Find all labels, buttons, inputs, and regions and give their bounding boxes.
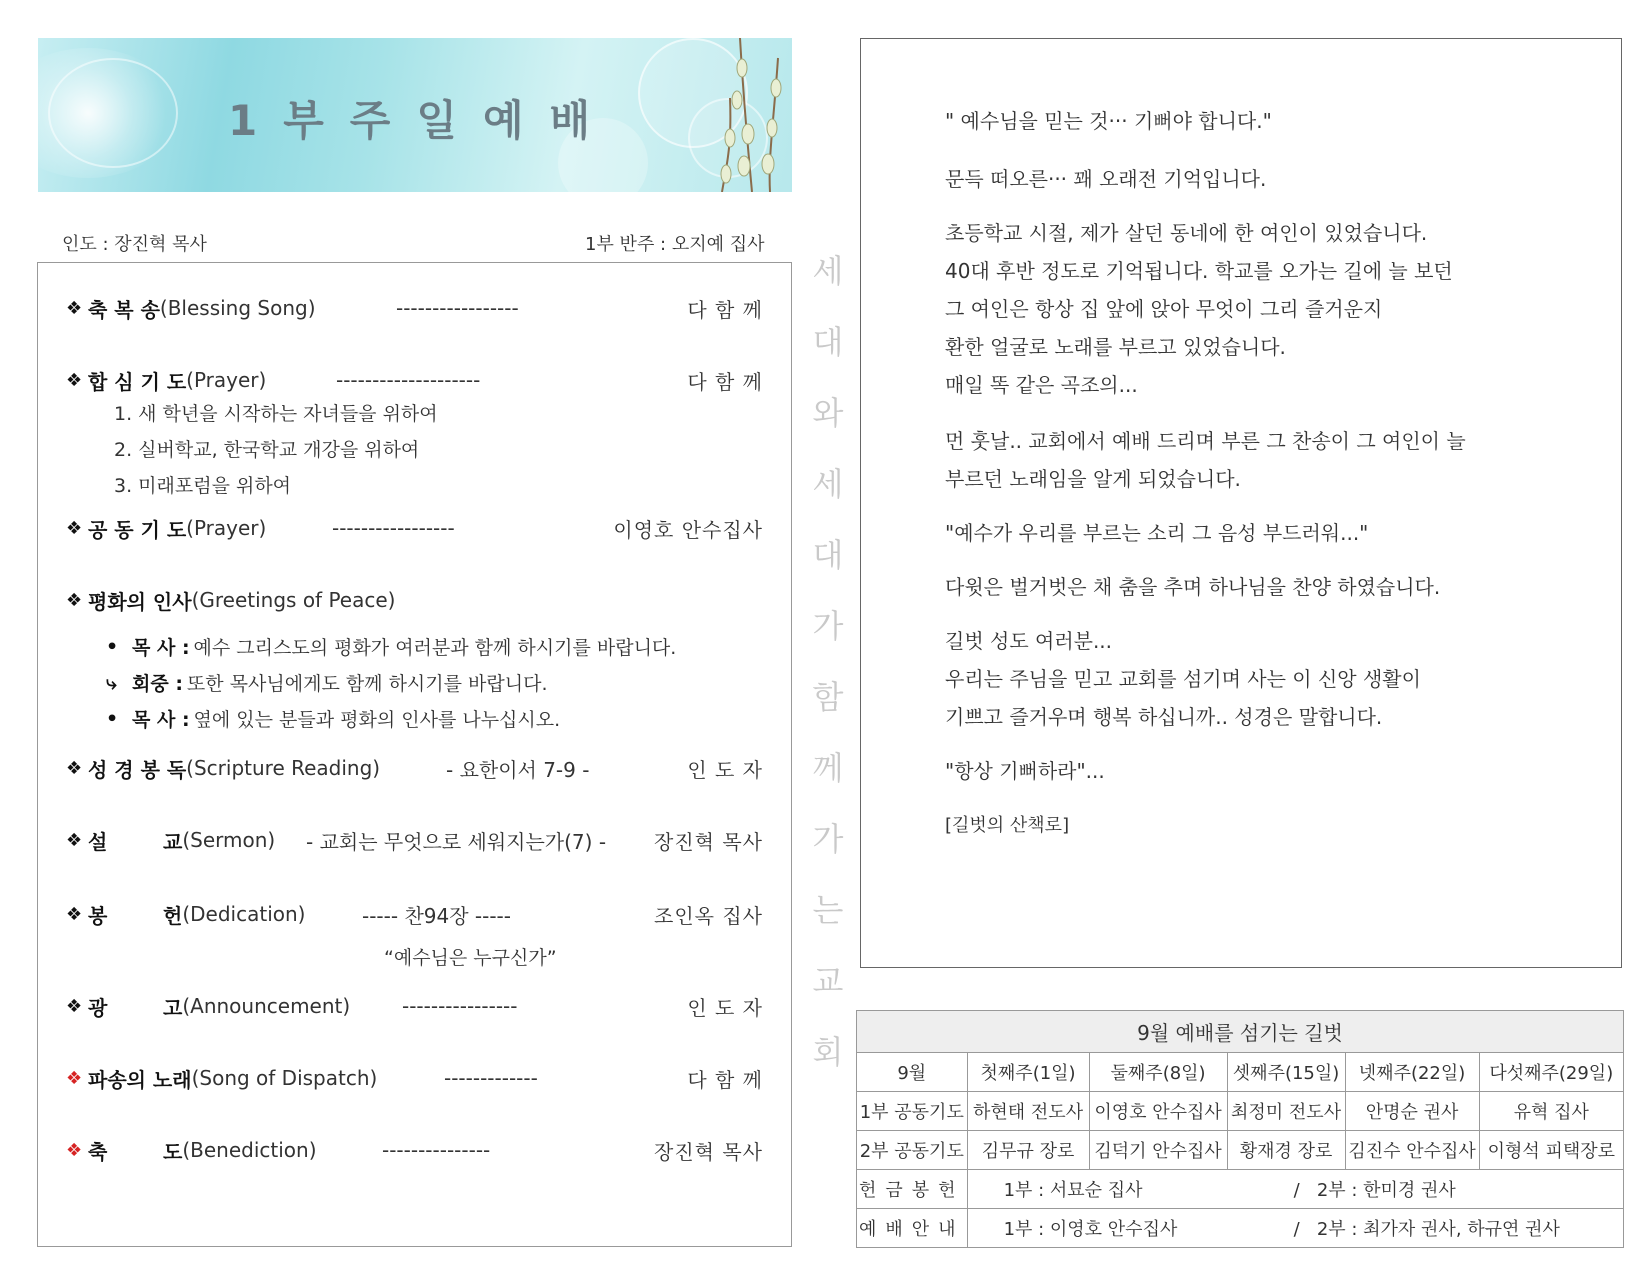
item-benediction: ❖ 축 도 (Benediction) --------------- 장진혁 목사 (66, 1138, 763, 1164)
diamond-bullet-icon: ❖ (66, 589, 83, 611)
prayer-item: 2. 실버학교, 한국학교 개강을 위하여 (114, 439, 420, 461)
column-header: 9월 (857, 1053, 968, 1092)
september-schedule-table (856, 1010, 1624, 1248)
prayer-item: 1. 새 학년을 시작하는 자녀들을 위하여 (114, 403, 438, 425)
table-row (857, 1170, 1624, 1209)
slogan-char: 는 (812, 891, 844, 929)
slogan-char: 함 (812, 678, 844, 716)
diamond-bullet-icon: ❖ (66, 757, 83, 779)
essay-line: "예수가 우리를 부르는 소리 그 음성 부드러워..." (945, 521, 1369, 545)
item-peace-greeting: ❖ 평화의 인사 (Greetings of Peace) (66, 588, 396, 614)
table-cell: 이영호 안수집사 (1089, 1092, 1227, 1131)
usher-cell: 1부 : 이영호 안수집사 / 2부 : 최가자 권사, 하규연 권사 (967, 1209, 1623, 1248)
table-row (857, 1053, 1624, 1092)
diamond-bullet-icon: ❖ (66, 1139, 83, 1161)
essay-line: 매일 똑 같은 곡조의... (945, 373, 1138, 397)
peace-line: • 목 사 : 옆에 있는 분들과 평화의 인사를 나누십시오. (106, 707, 561, 731)
table-row (857, 1209, 1624, 1248)
schedule-title: 9월 예배를 섬기는 길벗 (857, 1011, 1624, 1053)
row-label: 헌금봉헌 (857, 1170, 968, 1209)
column-header: 둘째주(8일) (1089, 1053, 1227, 1092)
vertical-slogan (808, 246, 848, 1098)
table-row (857, 1092, 1624, 1131)
bullet-icon: • (106, 635, 119, 658)
arrow-return-icon: ⤷ (106, 671, 117, 694)
item-announcement: ❖ 광 고 (Announcement) ---------------- 인 도 자 (66, 994, 763, 1020)
slogan-char: 가 (812, 607, 844, 645)
diamond-bullet-icon: ❖ (66, 829, 83, 851)
diamond-bullet-icon: ❖ (66, 995, 83, 1017)
diamond-bullet-icon: ❖ (66, 297, 83, 319)
item-song-of-dispatch: ❖ 파송의 노래 (Song of Dispatch) ------------- 다 함 께 (66, 1066, 763, 1092)
accompanist-text: 1부 반주 : 오지예 집사 (585, 234, 765, 255)
essay-line: 환한 얼굴로 노래를 부르고 있었습니다. (945, 335, 1286, 359)
diamond-bullet-icon: ❖ (66, 369, 83, 391)
leader-text: 인도 : 장진혁 목사 (62, 234, 207, 255)
essay-line: 40대 후반 정도로 기억됩니다. 학교를 오가는 길에 늘 보던 (945, 259, 1453, 283)
page-title: 1부주일예배 (228, 96, 617, 145)
table-cell: 이형석 피택장로 (1479, 1131, 1623, 1170)
essay-column (860, 38, 1622, 968)
order-of-worship (37, 262, 792, 1247)
bullet-icon: • (106, 707, 119, 730)
item-dedication: ❖ 봉 헌 (Dedication) ----- 찬94장 ----- 조인옥 집사 (66, 902, 763, 928)
table-cell: 하현태 전도사 (967, 1092, 1089, 1131)
prayer-item: 3. 미래포럼을 위하여 (114, 475, 292, 497)
essay-line: 우리는 주님을 믿고 교회를 섬기며 사는 이 신앙 생활이 (945, 667, 1421, 691)
essay-line: 먼 훗날.. 교회에서 예배 드리며 부른 그 찬송이 그 여인이 늘 (945, 429, 1466, 453)
slogan-char: 대 (812, 323, 844, 361)
table-cell: 유혁 집사 (1479, 1092, 1623, 1131)
slogan-char: 회 (812, 1033, 844, 1071)
item-blessing-song: ❖ 축 복 송 (Blessing Song) ----------------- 다 함 께 (66, 296, 763, 322)
banner-ring (48, 58, 178, 168)
offering-cell: 1부 : 서묘순 집사 / 2부 : 한미경 권사 (967, 1170, 1623, 1209)
diamond-bullet-icon: ❖ (66, 903, 83, 925)
slogan-char: 세 (812, 465, 844, 503)
willow-branch-illustration (682, 38, 792, 192)
table-cell: 황재경 장로 (1227, 1131, 1345, 1170)
table-cell: 김진수 안수집사 (1345, 1131, 1479, 1170)
item-prayer-together: ❖ 합 심 기 도 (Prayer) -------------------- 다 함 께 (66, 368, 763, 394)
peace-line: • 목 사 : 예수 그리스도의 평화가 여러분과 함께 하시기를 바랍니다. (106, 635, 677, 659)
column-header: 첫째주(1일) (967, 1053, 1089, 1092)
peace-line: ⤷ 회중 : 또한 목사님에게도 함께 하시기를 바랍니다. (106, 671, 548, 695)
diamond-bullet-icon: ❖ (66, 517, 83, 539)
column-header: 셋째주(15일) (1227, 1053, 1345, 1092)
item-public-prayer: ❖ 공 동 기 도 (Prayer) ----------------- 이영호 안수집사 (66, 516, 763, 542)
essay-signature: [길벗의 산책로] (945, 815, 1070, 836)
hymn-title: “예수님은 누구신가” (384, 947, 557, 969)
row-label: 2부 공동기도 (857, 1131, 968, 1170)
essay-line: 다윗은 벌거벗은 채 춤을 추며 하나님을 찬양 하였습니다. (945, 575, 1441, 599)
essay-line: 길벗 성도 여러분... (945, 629, 1113, 653)
essay-line: 그 여인은 항상 집 앞에 앉아 무엇이 그리 즐거운지 (945, 297, 1383, 321)
essay-line: 기쁘고 즐거우며 행복 하십니까.. 성경은 말합니다. (945, 705, 1383, 729)
slogan-char: 교 (812, 962, 844, 1000)
table-row (857, 1131, 1624, 1170)
essay-line: 부르던 노래임을 알게 되었습니다. (945, 467, 1241, 491)
table-cell: 최정미 전도사 (1227, 1092, 1345, 1131)
title-banner (38, 38, 792, 192)
column-header: 다섯째주(29일) (1479, 1053, 1623, 1092)
slogan-char: 가 (812, 820, 844, 858)
slogan-char: 와 (812, 394, 844, 432)
slogan-char: 대 (812, 536, 844, 574)
row-label: 1부 공동기도 (857, 1092, 968, 1131)
essay-line: 문득 떠오른··· 꽤 오래전 기억입니다. (945, 167, 1267, 191)
essay-line: "항상 기뻐하라"... (945, 759, 1105, 783)
item-sermon: ❖ 설 교 (Sermon) - 교회는 무엇으로 세워지는가(7) - 장진혁 목사 (66, 828, 763, 854)
essay-line: " 예수님을 믿는 것··· 기뻐야 합니다." (945, 109, 1272, 133)
item-scripture: ❖ 성 경 봉 독 (Scripture Reading) - 요한이서 7-9 - 인 도 자 (66, 756, 763, 782)
table-cell: 김덕기 안수집사 (1089, 1131, 1227, 1170)
column-header: 넷째주(22일) (1345, 1053, 1479, 1092)
slogan-char: 세 (812, 252, 844, 290)
row-label: 예배안내 (857, 1209, 968, 1248)
table-cell: 안명순 권사 (1345, 1092, 1479, 1131)
table-cell: 김무규 장로 (967, 1131, 1089, 1170)
diamond-bullet-icon: ❖ (66, 1067, 83, 1089)
slogan-char: 께 (812, 749, 844, 787)
essay-line: 초등학교 시절, 제가 살던 동네에 한 여인이 있었습니다. (945, 221, 1428, 245)
